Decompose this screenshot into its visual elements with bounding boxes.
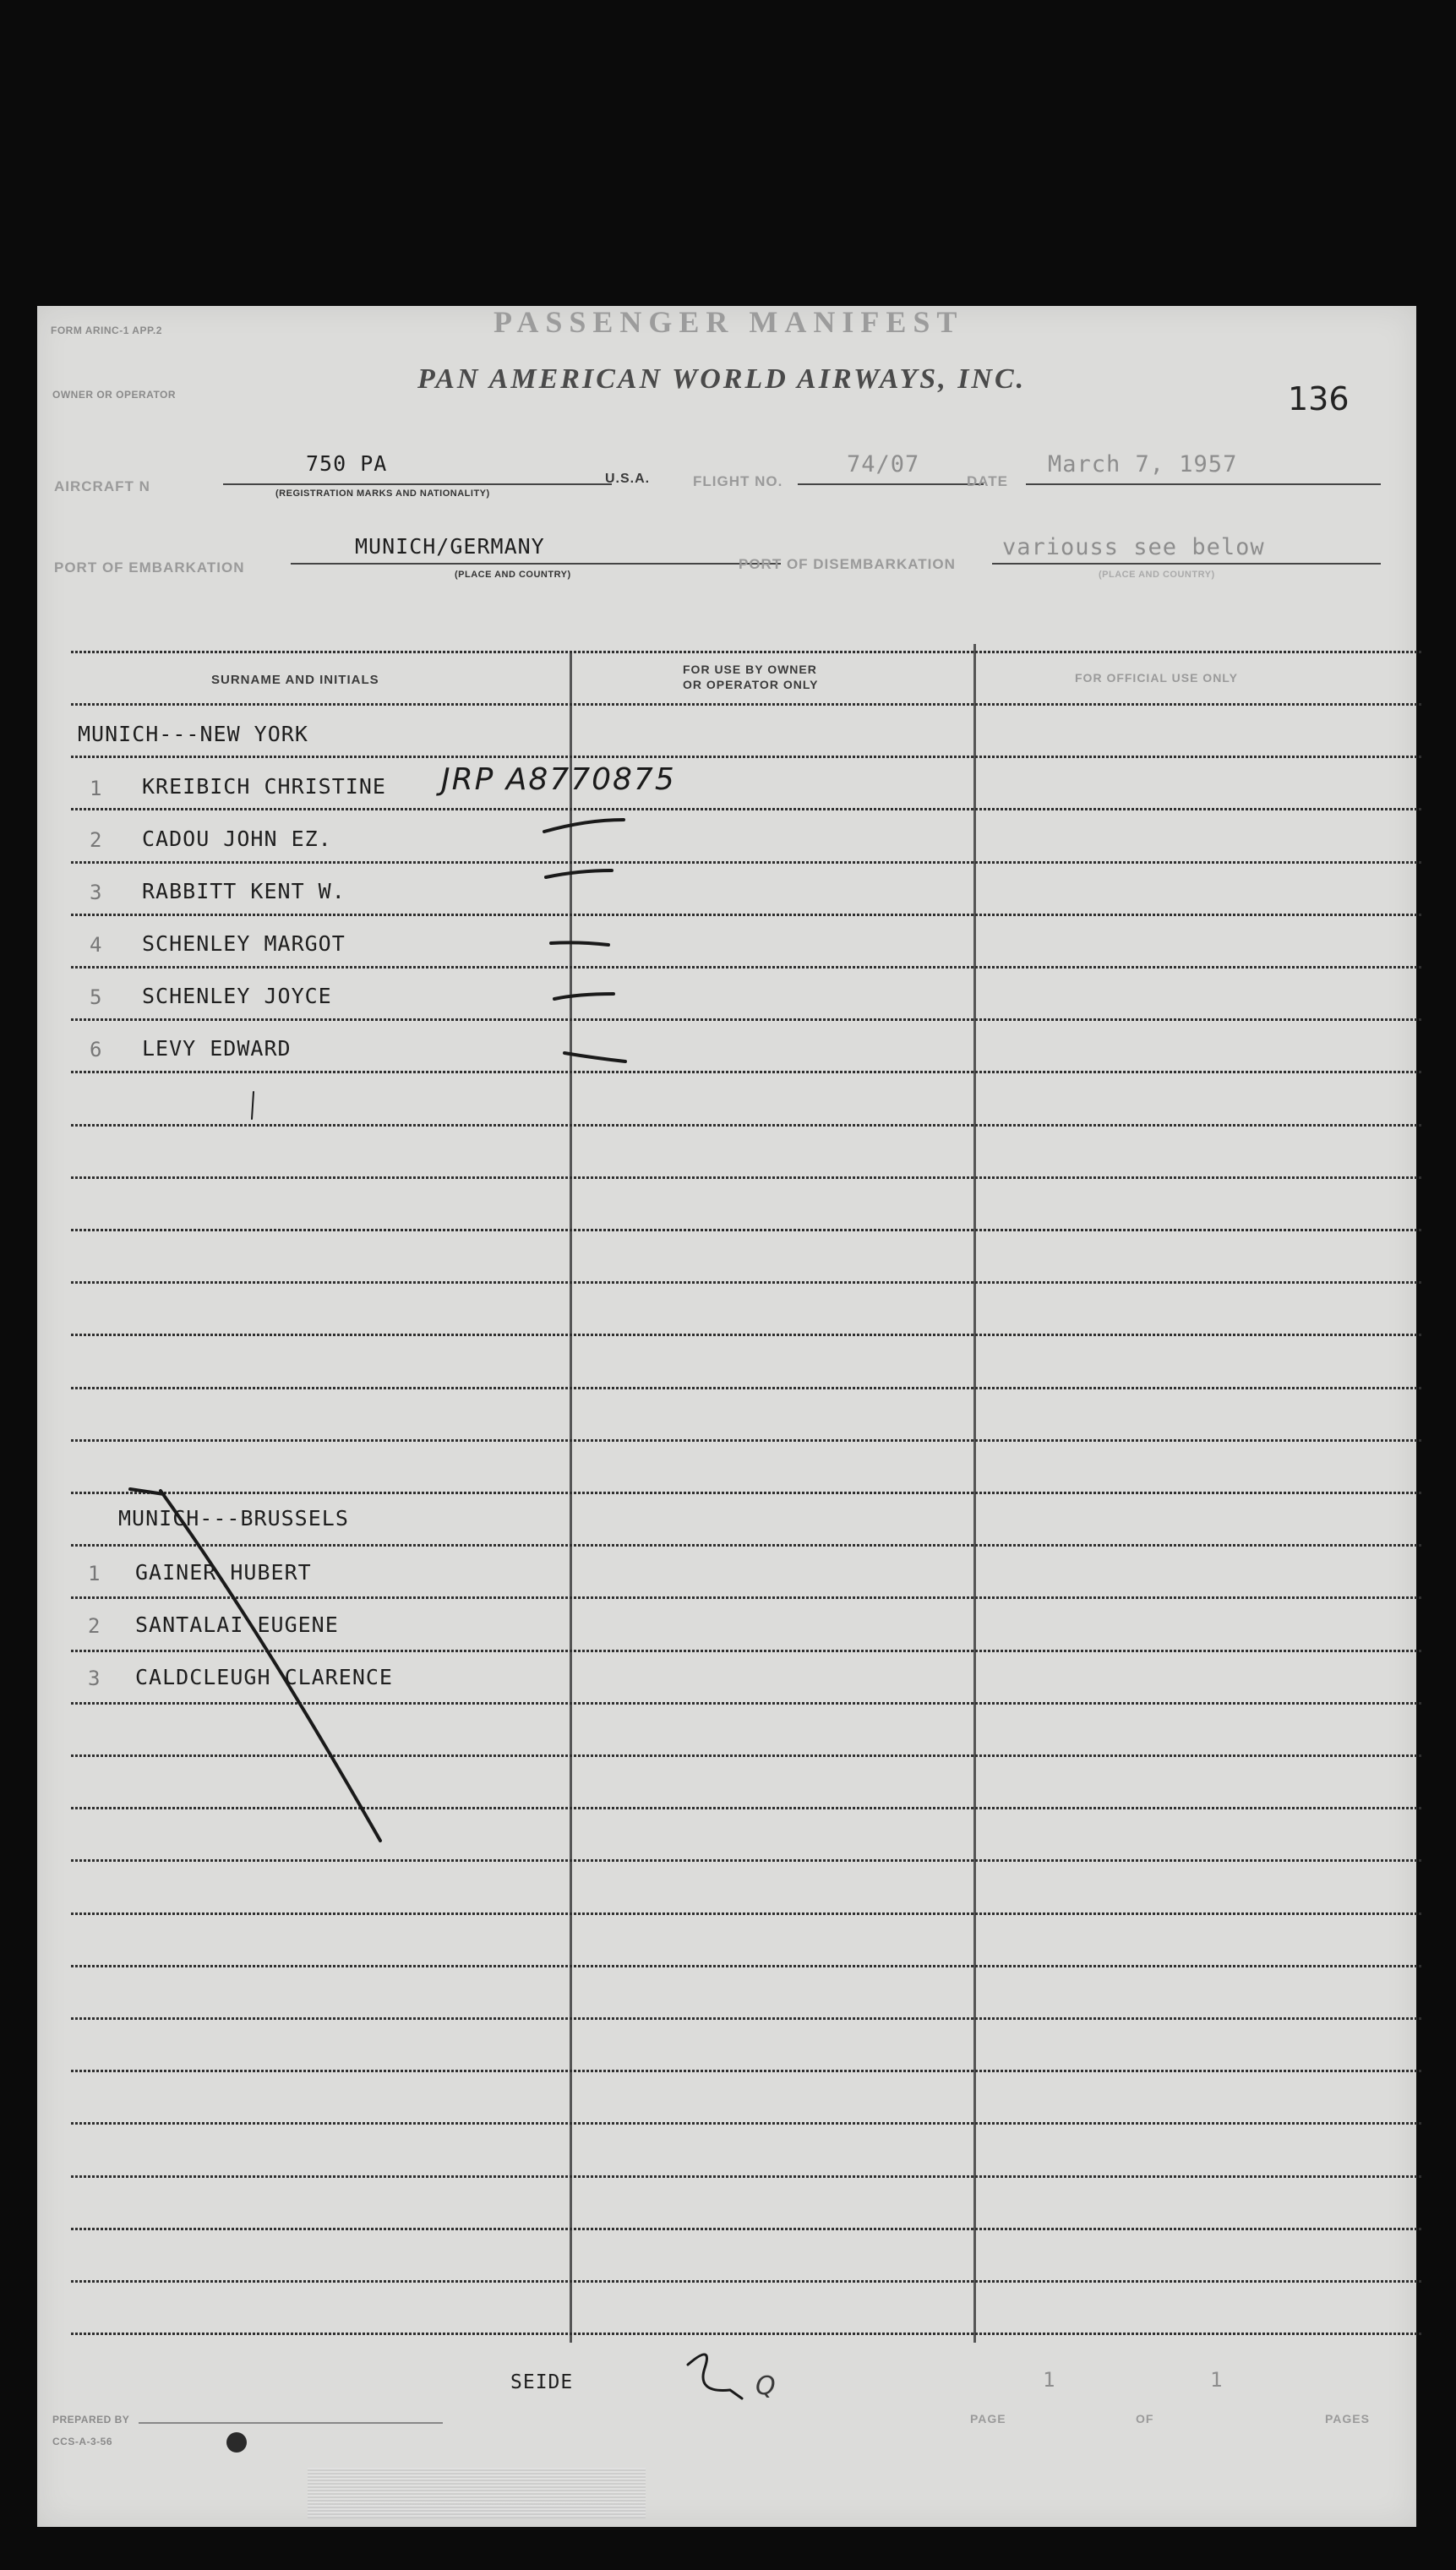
pages-label: PAGES [1325, 2412, 1370, 2425]
passenger-name: SANTALAI EUGENE [135, 1612, 339, 1637]
aircraft-value: 750 PA [306, 451, 388, 476]
passenger-name: LEVY EDWARD [142, 1036, 292, 1061]
strike-line [130, 1489, 164, 1494]
passenger-name: CALDCLEUGH CLARENCE [135, 1665, 393, 1689]
passenger-name: GAINER HUBERT [135, 1560, 312, 1585]
signature-typed: SEIDE [510, 2371, 574, 2393]
usa-label: U.S.A. [605, 472, 651, 486]
check-tick [564, 1053, 625, 1061]
passenger-name: SCHENLEY JOYCE [142, 984, 332, 1008]
flight-no-value: 74/07 [847, 451, 920, 477]
union-label-icon [226, 2432, 247, 2453]
signature-scribble [688, 2354, 742, 2398]
flight-no-label: FLIGHT NO. [693, 473, 783, 489]
embarkation-value: MUNICH/GERMANY [355, 534, 545, 559]
check-tick [544, 820, 624, 832]
disembarkation-caption: (PLACE AND COUNTRY) [1099, 570, 1215, 580]
handwritten-marks [37, 306, 1416, 2527]
handwritten-annotation: JRP A8770875 [441, 762, 676, 797]
check-tick [551, 942, 608, 945]
disembarkation-label: PORT OF DISEMBARKATION [739, 556, 956, 572]
row-number: 2 [88, 1614, 101, 1638]
of-value: 1 [1210, 2368, 1224, 2392]
form-code: CCS-A-3-56 [52, 2436, 113, 2447]
col-official-use: FOR OFFICIAL USE ONLY [1075, 671, 1238, 685]
page-value: 1 [1043, 2368, 1056, 2392]
of-label: OF [1136, 2412, 1154, 2425]
row-number: 5 [90, 985, 102, 1009]
aircraft-label: AIRCRAFT N [54, 478, 150, 494]
passenger-name: KREIBICH CHRISTINE [142, 774, 386, 799]
operator-label: OWNER OR OPERATOR [52, 389, 177, 401]
route-heading-new-york: MUNICH---NEW YORK [78, 722, 308, 746]
form-title: PASSENGER MANIFEST [494, 305, 964, 339]
date-value: March 7, 1957 [1048, 451, 1238, 477]
row-number: 1 [90, 777, 102, 800]
col-owner-use-2: OR OPERATOR ONLY [683, 678, 819, 691]
col-owner-use-1: FOR USE BY OWNER [683, 663, 817, 676]
prepared-by-label: PREPARED BY [52, 2414, 130, 2425]
row-number: 3 [90, 881, 102, 904]
embarkation-label: PORT OF EMBARKATION [54, 559, 245, 576]
blurred-stamp [308, 2468, 646, 2518]
operator-name: PAN AMERICAN WORLD AIRWAYS, INC. [417, 363, 1027, 395]
row-number: 3 [88, 1667, 101, 1690]
page-label: PAGE [970, 2412, 1006, 2425]
check-tick [546, 870, 612, 877]
date-label: DATE [967, 473, 1009, 489]
row-number: 4 [90, 933, 102, 957]
col-surname: SURNAME AND INITIALS [211, 673, 379, 687]
row-number: 6 [90, 1038, 102, 1061]
manifest-sheet [37, 306, 1416, 2527]
strike-line [161, 1491, 380, 1841]
passenger-name: RABBITT KENT W. [142, 879, 346, 903]
check-tick [554, 994, 613, 999]
row-number: 2 [90, 828, 102, 852]
embarkation-caption: (PLACE AND COUNTRY) [455, 570, 571, 580]
disembarkation-value: variouss see below [1002, 534, 1265, 560]
row-number: 1 [88, 1562, 101, 1585]
registration-caption: (REGISTRATION MARKS AND NATIONALITY) [275, 488, 490, 499]
prepared-by-line [139, 2422, 443, 2424]
pen-mark [252, 1092, 254, 1119]
passenger-name: SCHENLEY MARGOT [142, 931, 346, 956]
signature-initials: Q [755, 2371, 777, 2401]
route-heading-brussels: MUNICH---BRUSSELS [118, 1506, 349, 1531]
page-number: 136 [1288, 380, 1350, 417]
passenger-name: CADOU JOHN EZ. [142, 827, 332, 851]
form-id: FORM ARINC-1 APP.2 [51, 325, 162, 336]
